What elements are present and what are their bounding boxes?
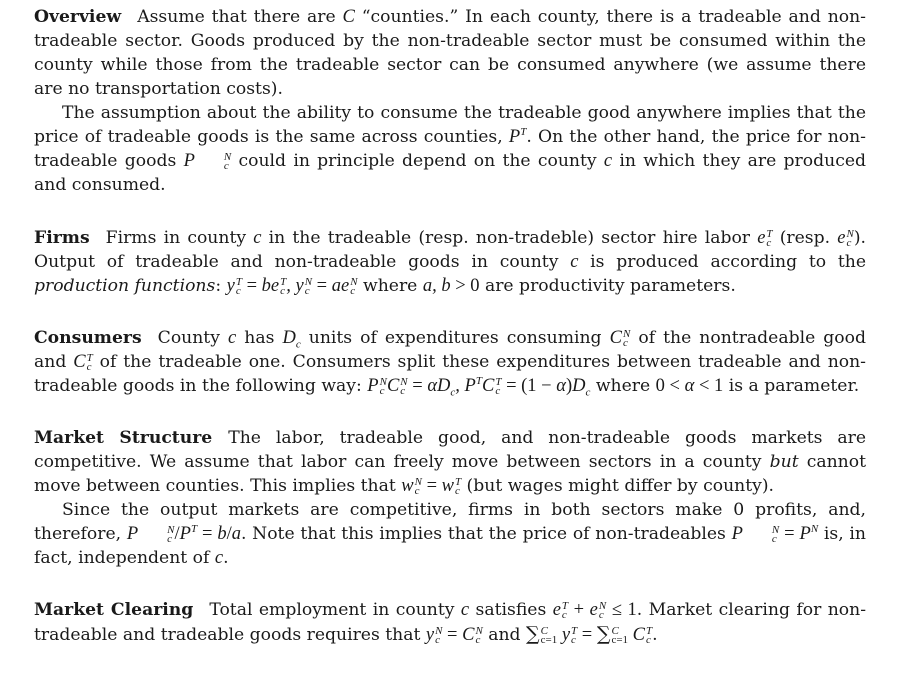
overview-paragraph-2: The assumption about the ability to consume the tradeable good anywhere implies that the price of tradeable goods is the same across counties, $P^T$. On the other hand, the price for non-tradeable goods P N c could in principle depend on the county c in which they are produced and consumed. [34,103,866,195]
consumers-paragraph: Consumers County c has $D_c$ units of expenditures consuming C N c of the nontradeable good and C T c of the tradeable one. Consumers split these expenditures between tradeable and non-tradeable goods in the following way: P N c C N c = $\alpha D_c$, $P^TC$ T c = $(1 - \alpha)D_c$ where 0 < α < 1 is a parameter. [34,327,866,399]
market-clearing-paragraph: Market Clearing Total employment in county c satisfies e T c + e N c ≤ 1. Market clearing for non-tradeable and tradeable goods requires that y N c = C N c and ∑ C c=1 y T c = ∑ C c=1 C T c . [34,599,866,646]
market-clearing-heading: Market Clearing [34,600,194,620]
overview-paragraph-1: Overview Assume that there are C “counties.” In each county, there is a tradeable and non-tradeable sector. Goods produced by the non-tradeable sector must be consumed within the county while those from the tradeable sector can be consumed anywhere (we assume there are no transportation costs). [34,7,866,99]
market-clearing-section [34,598,866,647]
overview-heading: Overview [34,7,122,27]
consumers-section [34,326,866,398]
market-structure-paragraph-2: Since the output markets are competitive, firms in both sectors make 0 profits, and, therefore, P N c $/P^T = b/a$. Note that this implies that the price of non-tradeables P N c = $P^N$ is, in fact, independent of c. [34,500,867,568]
firms-section [34,226,866,298]
consumers-heading: Consumers [34,328,142,348]
overview-section [34,5,866,197]
market-structure-heading: Market Structure [34,428,213,448]
firms-paragraph: Firms Firms in county c in the tradeable (resp. non-tradeble) sector hire labor e T c (resp. e N c ). Output of tradeable and non-tradeable goods in county c is produced according to the production functions: y T c = be T c , y N c = ae N c where a, b > 0 are productivity parameters. [34,227,866,297]
market-structure-section [34,426,866,570]
market-structure-paragraph-1: Market Structure The labor, tradeable good, and non-tradeable goods markets are competitive. We assume that labor can freely move between sectors in a county but cannot move between counties. This implies that w N c = w T c (but wages might differ by county). [34,428,867,497]
firms-heading: Firms [34,228,90,248]
